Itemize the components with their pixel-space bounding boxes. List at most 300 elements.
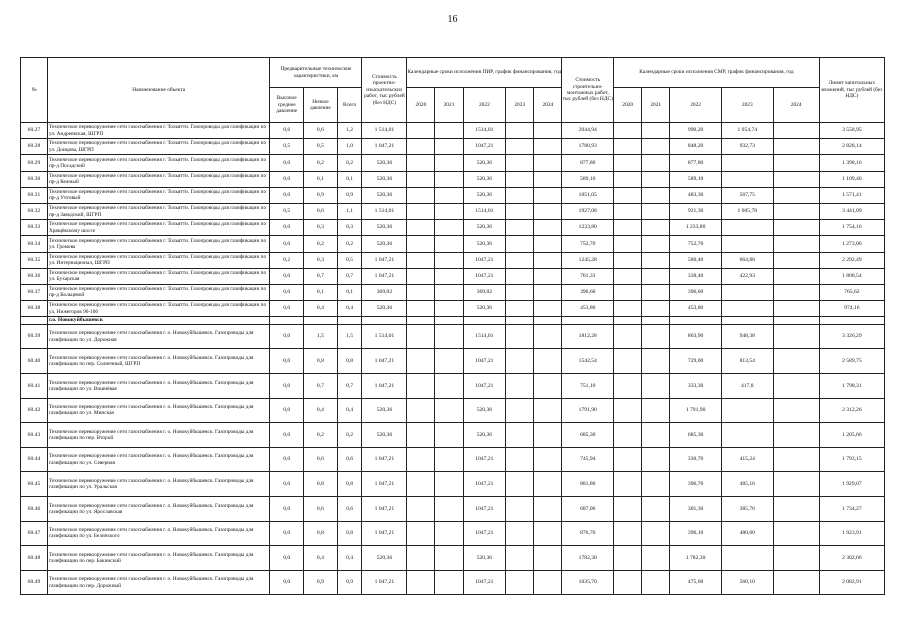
- cell-pir-2023: [506, 284, 534, 300]
- cell-pir-2022: 520,36: [463, 398, 506, 423]
- cell-smr-2022: 589,10: [670, 171, 722, 187]
- cell-tech-total: 0,8: [337, 472, 362, 497]
- cell-pir-cost: 520,36: [362, 546, 407, 571]
- cell-smr-2023: 485,16: [721, 472, 773, 497]
- table-row: [21, 324, 885, 349]
- cell-tech-low-pressure: 0,6: [304, 123, 338, 139]
- cell-limit-total: 2 828,14: [819, 139, 884, 155]
- col-header-tech-total: Всего: [337, 88, 362, 123]
- cell-smr-2022: 685,30: [670, 423, 722, 448]
- cell-smr-cost: 1542,54: [562, 349, 614, 374]
- cell-row-number: 60.28: [21, 139, 48, 155]
- cell-pir-2024: [534, 472, 562, 497]
- cell-smr-2020: [614, 187, 642, 203]
- cell-smr-2023: [721, 155, 773, 171]
- cell-limit-total: 3 326,29: [819, 324, 884, 349]
- cell-pir-cost: 1 047,21: [362, 497, 407, 522]
- table-row: [21, 123, 885, 139]
- table-row: [21, 139, 885, 155]
- cell-tech-high-pressure: 0,0: [270, 324, 304, 349]
- cell-pir-cost: 1 047,21: [362, 374, 407, 399]
- cell-row-number: 60.38: [21, 301, 48, 317]
- cell-smr-cost: 589,10: [562, 171, 614, 187]
- cell-pir-2023: [506, 252, 534, 268]
- cell-pir-cost: 520,36: [362, 155, 407, 171]
- cell-pir-2023: [506, 374, 534, 399]
- table-row: [21, 472, 885, 497]
- cell-tech-high-pressure: 0,0: [270, 497, 304, 522]
- cell-smr-2021: [642, 139, 670, 155]
- cell-pir-2021: [435, 187, 463, 203]
- cell-pir-2021: [435, 203, 463, 219]
- cell-tech-low-pressure: 1,5: [304, 324, 338, 349]
- cell-pir-2024: [534, 497, 562, 522]
- cell-limit-total: 765,62: [819, 284, 884, 300]
- cell-tech-total: 0,2: [337, 236, 362, 252]
- cell-smr-2022: 1 233,80: [670, 220, 722, 236]
- cell-row-number: 60.44: [21, 447, 48, 472]
- cell-pir-2023: [506, 155, 534, 171]
- cell-object-name: Техническое перевооружение сети газоснабжения г. Тольятти. Газопроводы для газификации по пр-д Кольцевой: [47, 284, 269, 300]
- cell-smr-2024: [773, 423, 819, 448]
- cell-row-number: 60.39: [21, 324, 48, 349]
- cell-smr-2021: [642, 203, 670, 219]
- cell-smr-2020: [614, 203, 642, 219]
- cell-pir-2021: [435, 374, 463, 399]
- table-body-tolyatti: [21, 123, 885, 317]
- table-row: [21, 236, 885, 252]
- group-title: г.о. Новокуйбышевск: [47, 317, 269, 325]
- cell-pir-2023: [506, 236, 534, 252]
- cell-row-number: 60.29: [21, 155, 48, 171]
- cell-tech-low-pressure: 0,2: [304, 423, 338, 448]
- cell-tech-low-pressure: 0,7: [304, 268, 338, 284]
- cell-tech-total: 0,2: [337, 423, 362, 448]
- cell-pir-2022: 1047,21: [463, 521, 506, 546]
- cell-smr-2022: 330,70: [670, 447, 722, 472]
- cell-pir-2022: 520,36: [463, 423, 506, 448]
- table-row: [21, 187, 885, 203]
- cell-pir-2024: [534, 324, 562, 349]
- cell-pir-cost: 520,36: [362, 171, 407, 187]
- cell-smr-2022: 475,60: [670, 570, 722, 595]
- cell-pir-2023: [506, 546, 534, 571]
- table-row: [21, 252, 885, 268]
- cell-pir-2022: 520,36: [463, 187, 506, 203]
- cell-tech-low-pressure: 0,2: [304, 155, 338, 171]
- cell-smr-cost: 1780,93: [562, 139, 614, 155]
- cell-row-number: 60.30: [21, 171, 48, 187]
- cell-limit-total: 1 398,16: [819, 155, 884, 171]
- cell-tech-total: 0,1: [337, 171, 362, 187]
- cell-pir-cost: 1 047,21: [362, 139, 407, 155]
- cell-pir-2023: [506, 203, 534, 219]
- col-header-smr-year: 2020: [614, 88, 642, 123]
- cell-pir-cost: 1 047,21: [362, 252, 407, 268]
- cell-smr-2020: [614, 268, 642, 284]
- cell-pir-2021: [435, 236, 463, 252]
- cell-pir-2020: [407, 570, 435, 595]
- cell-pir-cost: 369,02: [362, 284, 407, 300]
- cell-smr-2020: [614, 472, 642, 497]
- cell-pir-cost: 1 047,21: [362, 521, 407, 546]
- cell-smr-2024: [773, 123, 819, 139]
- cell-object-name: Техническое перевооружение сети газоснабжения г. о. Новокуйбышевск. Газопроводы для газификации по ул. Белинского: [47, 521, 269, 546]
- cell-tech-high-pressure: 0,0: [270, 236, 304, 252]
- cell-smr-2021: [642, 472, 670, 497]
- cell-pir-2021: [435, 123, 463, 139]
- cell-object-name: Техническое перевооружение сети газоснабжения г. Тольятти. Газопроводы для газификации по пр-д Учтовый: [47, 187, 269, 203]
- cell-pir-2024: [534, 301, 562, 317]
- table-row: [21, 284, 885, 300]
- cell-smr-2021: [642, 268, 670, 284]
- cell-smr-2020: [614, 171, 642, 187]
- table-row: [21, 398, 885, 423]
- group-row: [21, 317, 885, 325]
- cell-pir-2022: 1047,21: [463, 570, 506, 595]
- cell-pir-2023: [506, 139, 534, 155]
- col-header-pir-year: 2024: [534, 88, 562, 123]
- cell-object-name: Техническое перевооружение сети газоснабжения г. Тольятти. Газопроводы для газификации по Хрящёвскому шоссе: [47, 220, 269, 236]
- cell-object-name: Техническое перевооружение сети газоснабжения г. Тольятти. Газопроводы для газификации по ул. Нижегоров 96-106: [47, 301, 269, 317]
- cell-smr-2021: [642, 123, 670, 139]
- cell-tech-total: 1,5: [337, 324, 362, 349]
- cell-row-number: 60.40: [21, 349, 48, 374]
- cell-pir-2020: [407, 187, 435, 203]
- cell-pir-2020: [407, 374, 435, 399]
- cell-smr-cost: 453,80: [562, 301, 614, 317]
- cell-smr-cost: 1233,80: [562, 220, 614, 236]
- cell-object-name: Техническое перевооружение сети газоснабжения г. Тольятти. Газопроводы для газификации по ул. Донцова, ШГРП: [47, 139, 269, 155]
- col-header-no: №: [21, 58, 48, 123]
- cell-smr-2023: [721, 284, 773, 300]
- cell-pir-cost: 520,36: [362, 398, 407, 423]
- cell-pir-2024: [534, 521, 562, 546]
- cell-pir-2024: [534, 349, 562, 374]
- cell-tech-high-pressure: 0,5: [270, 203, 304, 219]
- cell-limit-total: 974,16: [819, 301, 884, 317]
- cell-smr-cost: 1812,28: [562, 324, 614, 349]
- cell-smr-2020: [614, 521, 642, 546]
- cell-smr-2023: 422,93: [721, 268, 773, 284]
- cell-pir-2020: [407, 398, 435, 423]
- cell-row-number: 60.41: [21, 374, 48, 399]
- cell-object-name: Техническое перевооружение сети газоснабжения г. о. Новокуйбышевск. Газопроводы для газификации по ул. Вишнёвая: [47, 374, 269, 399]
- cell-pir-2024: [534, 187, 562, 203]
- cell-smr-2023: 1 005,78: [721, 203, 773, 219]
- cell-pir-2022: 520,36: [463, 236, 506, 252]
- cell-pir-2021: [435, 398, 463, 423]
- cell-pir-2022: 1514,01: [463, 123, 506, 139]
- cell-smr-2020: [614, 155, 642, 171]
- cell-pir-2021: [435, 546, 463, 571]
- table-row: [21, 220, 885, 236]
- col-header-tech-low: Низкое давление: [304, 88, 338, 123]
- cell-smr-cost: 877,80: [562, 155, 614, 171]
- cell-smr-cost: 685,30: [562, 423, 614, 448]
- cell-smr-2020: [614, 349, 642, 374]
- cell-tech-high-pressure: 0,0: [270, 301, 304, 317]
- cell-pir-2022: 520,36: [463, 546, 506, 571]
- cell-pir-cost: 520,36: [362, 187, 407, 203]
- cell-pir-2021: [435, 301, 463, 317]
- cell-smr-2024: [773, 324, 819, 349]
- col-header-name: Наименование объекта: [47, 58, 269, 123]
- cell-smr-2020: [614, 398, 642, 423]
- cell-pir-2021: [435, 171, 463, 187]
- cell-smr-2021: [642, 301, 670, 317]
- cell-smr-2021: [642, 284, 670, 300]
- cell-smr-cost: 1927,08: [562, 203, 614, 219]
- cell-limit-total: 1 923,91: [819, 521, 884, 546]
- cell-pir-2022: 1047,21: [463, 374, 506, 399]
- cell-tech-low-pressure: 0,3: [304, 252, 338, 268]
- cell-object-name: Техническое перевооружение сети газоснабжения г. о. Новокуйбышевск. Газопроводы для газификации по ул. Ярославская: [47, 497, 269, 522]
- cell-smr-2021: [642, 171, 670, 187]
- table-row: [21, 521, 885, 546]
- cell-tech-high-pressure: 0,0: [270, 284, 304, 300]
- cell-pir-2021: [435, 447, 463, 472]
- cell-smr-2021: [642, 570, 670, 595]
- cell-pir-2024: [534, 398, 562, 423]
- cell-pir-2023: [506, 301, 534, 317]
- table-group-header: [21, 317, 885, 325]
- cell-pir-cost: 1 514,01: [362, 203, 407, 219]
- cell-row-number: 60.49: [21, 570, 48, 595]
- col-header-pir-year: 2022: [463, 88, 506, 123]
- cell-pir-cost: 1 047,21: [362, 349, 407, 374]
- cell-tech-low-pressure: 0,4: [304, 398, 338, 423]
- cell-limit-total: 1 808,54: [819, 268, 884, 284]
- cell-pir-2023: [506, 220, 534, 236]
- col-header-pir-year: 2021: [435, 88, 463, 123]
- cell-smr-cost: 761,33: [562, 268, 614, 284]
- cell-limit-total: 1 798,31: [819, 374, 884, 399]
- cell-pir-2022: 1047,21: [463, 472, 506, 497]
- table-row: [21, 546, 885, 571]
- cell-row-number: 60.43: [21, 423, 48, 448]
- cell-pir-2024: [534, 123, 562, 139]
- cell-smr-2021: [642, 155, 670, 171]
- cell-limit-total: 1 571,41: [819, 187, 884, 203]
- cell-pir-2020: [407, 324, 435, 349]
- cell-smr-cost: 1051,05: [562, 187, 614, 203]
- table-body-novokuybyshevsk: [21, 324, 885, 595]
- col-header-pir-year: 2023: [506, 88, 534, 123]
- cell-smr-2023: [721, 220, 773, 236]
- cell-pir-2022: 369,02: [463, 284, 506, 300]
- cell-tech-total: 0,4: [337, 398, 362, 423]
- cell-smr-2020: [614, 447, 642, 472]
- cell-tech-high-pressure: 0,0: [270, 187, 304, 203]
- cell-smr-2021: [642, 252, 670, 268]
- cell-smr-2021: [642, 187, 670, 203]
- cell-tech-low-pressure: 0,8: [304, 472, 338, 497]
- cell-tech-high-pressure: 0,0: [270, 155, 304, 171]
- cell-pir-2020: [407, 349, 435, 374]
- cell-limit-total: 1 734,27: [819, 497, 884, 522]
- cell-smr-2024: [773, 570, 819, 595]
- cell-pir-2024: [534, 570, 562, 595]
- cell-smr-2024: [773, 398, 819, 423]
- cell-limit-total: 3 441,09: [819, 203, 884, 219]
- cell-smr-2023: 932,73: [721, 139, 773, 155]
- cell-smr-2022: 752,70: [670, 236, 722, 252]
- cell-smr-2023: 567,75: [721, 187, 773, 203]
- cell-pir-2021: [435, 155, 463, 171]
- cell-smr-2024: [773, 546, 819, 571]
- cell-pir-2024: [534, 374, 562, 399]
- col-header-pir-group: Календарные сроки исполнения ПИР, график финансирования, год: [407, 58, 562, 88]
- group-cell-empty: [21, 317, 48, 325]
- cell-smr-2021: [642, 497, 670, 522]
- cell-row-number: 60.32: [21, 203, 48, 219]
- cell-smr-2024: [773, 374, 819, 399]
- cell-smr-2020: [614, 497, 642, 522]
- table-row: [21, 423, 885, 448]
- cell-tech-low-pressure: 0,1: [304, 171, 338, 187]
- cell-smr-2023: 664,88: [721, 252, 773, 268]
- cell-smr-2022: 333,30: [670, 374, 722, 399]
- cell-tech-low-pressure: 0,6: [304, 203, 338, 219]
- cell-smr-2023: [721, 171, 773, 187]
- cell-pir-2023: [506, 268, 534, 284]
- cell-smr-2020: [614, 546, 642, 571]
- cell-pir-2024: [534, 171, 562, 187]
- cell-smr-2024: [773, 349, 819, 374]
- cell-pir-2023: [506, 349, 534, 374]
- cell-row-number: 60.48: [21, 546, 48, 571]
- cell-smr-cost: 396,60: [562, 284, 614, 300]
- cell-object-name: Техническое перевооружение сети газоснабжения г. Тольятти. Газопроводы для газификации по пр-д Посадский: [47, 155, 269, 171]
- cell-smr-2023: [721, 398, 773, 423]
- cell-pir-2024: [534, 447, 562, 472]
- cell-tech-total: 0,2: [337, 155, 362, 171]
- cell-smr-2021: [642, 546, 670, 571]
- cell-pir-2022: 1514,01: [463, 203, 506, 219]
- cell-tech-total: 0,3: [337, 220, 362, 236]
- cell-row-number: 60.37: [21, 284, 48, 300]
- cell-object-name: Техническое перевооружение сети газоснабжения г. Тольятти. Газопроводы для газификации по пр-д Кежный: [47, 171, 269, 187]
- cell-smr-2024: [773, 301, 819, 317]
- cell-smr-2022: 301,30: [670, 497, 722, 522]
- cell-smr-2023: [721, 301, 773, 317]
- cell-smr-2020: [614, 284, 642, 300]
- table-row: [21, 203, 885, 219]
- cell-tech-high-pressure: 0,0: [270, 546, 304, 571]
- cell-pir-cost: 1 047,21: [362, 570, 407, 595]
- cell-smr-2022: 580,40: [670, 252, 722, 268]
- cell-smr-cost: 752,70: [562, 236, 614, 252]
- cell-smr-2022: 863,90: [670, 324, 722, 349]
- cell-pir-2024: [534, 220, 562, 236]
- cell-pir-cost: 1 047,21: [362, 447, 407, 472]
- table-row: [21, 447, 885, 472]
- cell-smr-2022: 396,10: [670, 521, 722, 546]
- cell-object-name: Техническое перевооружение сети газоснабжения г. Тольятти. Газопроводы для газификации по ул. Громова: [47, 236, 269, 252]
- cell-smr-2023: 417,8: [721, 374, 773, 399]
- cell-pir-2021: [435, 423, 463, 448]
- cell-smr-2024: [773, 236, 819, 252]
- cell-smr-2023: [721, 423, 773, 448]
- col-header-smr-group: Календарные сроки исполнения СМР, график финансирования, год: [614, 58, 820, 88]
- cell-pir-2021: [435, 252, 463, 268]
- cell-pir-2020: [407, 220, 435, 236]
- cell-smr-2023: 813,54: [721, 349, 773, 374]
- cell-smr-2023: 560,10: [721, 570, 773, 595]
- cell-smr-cost: 1782,30: [562, 546, 614, 571]
- cell-pir-cost: 520,36: [362, 423, 407, 448]
- cell-pir-2021: [435, 497, 463, 522]
- cell-pir-2022: 1047,21: [463, 447, 506, 472]
- cell-smr-cost: 876,70: [562, 521, 614, 546]
- cell-tech-low-pressure: 0,4: [304, 301, 338, 317]
- cell-smr-cost: 1035,70: [562, 570, 614, 595]
- col-header-smr-year: 2022: [670, 88, 722, 123]
- cell-smr-cost: 1791,90: [562, 398, 614, 423]
- cell-smr-2023: 415,24: [721, 447, 773, 472]
- cell-row-number: 60.33: [21, 220, 48, 236]
- cell-pir-2023: [506, 423, 534, 448]
- cell-smr-2021: [642, 220, 670, 236]
- cell-limit-total: 2 082,91: [819, 570, 884, 595]
- cell-smr-2021: [642, 423, 670, 448]
- cell-smr-2022: 921,30: [670, 203, 722, 219]
- cell-smr-2023: [721, 236, 773, 252]
- cell-tech-total: 0,7: [337, 268, 362, 284]
- cell-smr-2023: 948,38: [721, 324, 773, 349]
- cell-pir-2021: [435, 220, 463, 236]
- col-header-limit: Лимит капитальных вложений, тыс рублей (без НДС): [819, 58, 884, 123]
- cell-pir-2024: [534, 423, 562, 448]
- cell-limit-total: 2 589,75: [819, 349, 884, 374]
- cell-smr-2021: [642, 349, 670, 374]
- table-row: [21, 497, 885, 522]
- cell-tech-low-pressure: 0,8: [304, 521, 338, 546]
- col-header-smr-year: 2024: [773, 88, 819, 123]
- cell-smr-2020: [614, 236, 642, 252]
- cell-pir-2023: [506, 521, 534, 546]
- cell-pir-2021: [435, 139, 463, 155]
- cell-smr-2024: [773, 284, 819, 300]
- table-row: [21, 268, 885, 284]
- cell-pir-2022: 1047,21: [463, 252, 506, 268]
- cell-pir-2020: [407, 171, 435, 187]
- cell-pir-2024: [534, 546, 562, 571]
- cell-tech-low-pressure: 0,4: [304, 546, 338, 571]
- cell-pir-2020: [407, 497, 435, 522]
- col-header-tech: Предварительные технические характеристики, км: [270, 58, 362, 88]
- cell-pir-2023: [506, 447, 534, 472]
- col-header-pir-year: 2020: [407, 88, 435, 123]
- cell-pir-2022: 1047,21: [463, 268, 506, 284]
- cell-pir-2020: [407, 155, 435, 171]
- cell-tech-total: 0,8: [337, 521, 362, 546]
- cell-tech-high-pressure: 0,0: [270, 570, 304, 595]
- cell-tech-high-pressure: 0,5: [270, 139, 304, 155]
- cell-pir-2024: [534, 268, 562, 284]
- table-row: [21, 349, 885, 374]
- cell-tech-high-pressure: 0,0: [270, 220, 304, 236]
- cell-pir-cost: 1 514,01: [362, 123, 407, 139]
- cell-smr-2024: [773, 171, 819, 187]
- col-header-pir-cost: Стоимость проектно-изыскательских работ, тыс рублей (без НДС): [362, 58, 407, 123]
- cell-limit-total: 1 205,66: [819, 423, 884, 448]
- cell-smr-2024: [773, 187, 819, 203]
- cell-tech-high-pressure: 0,0: [270, 447, 304, 472]
- cell-pir-2020: [407, 472, 435, 497]
- cell-smr-2020: [614, 220, 642, 236]
